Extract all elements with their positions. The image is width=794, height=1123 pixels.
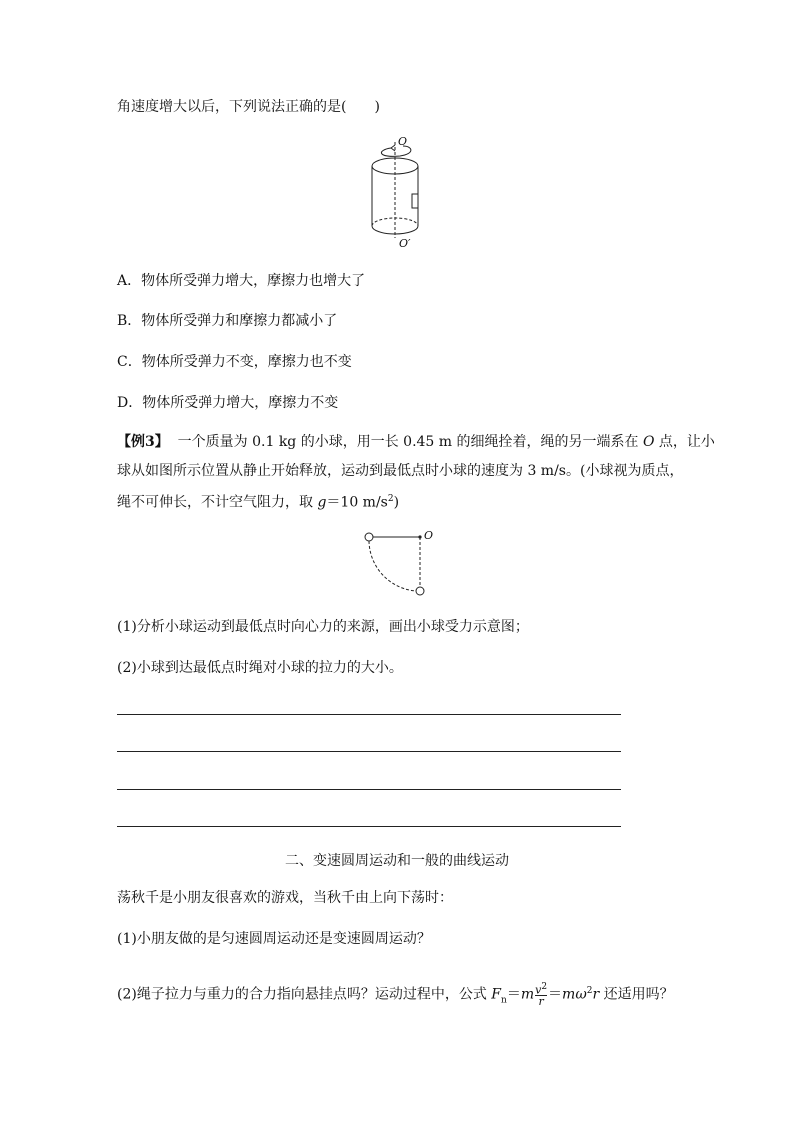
option-letter: D． bbox=[117, 395, 143, 411]
answer-line[interactable] bbox=[117, 751, 621, 752]
swing-arc bbox=[369, 541, 416, 591]
option-b bbox=[117, 311, 337, 331]
option-c bbox=[117, 352, 352, 372]
option-a bbox=[117, 271, 365, 291]
option-text: 物体所受弹力和摩擦力都减小了 bbox=[141, 313, 338, 329]
example3-line3: 绳不可伸长，不计空气阻力，取 g＝10 $m/s^2$) bbox=[117, 494, 400, 511]
option-letter: B． bbox=[117, 313, 142, 329]
option-text: 物体所受弹力增大，摩擦力也增大了 bbox=[141, 273, 366, 289]
pivot-label: O bbox=[424, 529, 434, 542]
formula-fraction: $\frac{v^2}{r}$ bbox=[535, 981, 548, 1009]
example3-line1: 【例3】 一个质量为 0.1 kg 的小球，用一长 0.45 m 的细绳拴着，绳的另一端系在 O 点，让小 bbox=[117, 434, 715, 450]
answer-line[interactable] bbox=[117, 826, 621, 827]
question-2: (2)小球到达最低点时绳对小球的拉力的大小。 bbox=[117, 660, 403, 676]
ball-start bbox=[365, 533, 373, 541]
option-letter: A． bbox=[117, 273, 142, 289]
example-tag: 【例3】 bbox=[117, 434, 169, 450]
option-letter: C． bbox=[117, 354, 142, 370]
object-block bbox=[412, 194, 418, 208]
answer-line[interactable] bbox=[117, 789, 621, 790]
example3-line2: 球从如图所示位置从静止开始释放，运动到最低点时小球的速度为 3 m/s。(小球视为质点， bbox=[117, 463, 684, 479]
swing-question-1: (1)小朋友做的是匀速圆周运动还是变速圆周运动？ bbox=[117, 931, 431, 947]
ball-lowest bbox=[416, 587, 424, 595]
swing-intro: 荡秋千是小朋友很喜欢的游戏，当秋千由上向下荡时： bbox=[117, 890, 453, 906]
cylinder-top bbox=[372, 158, 418, 174]
axis-label-top: O bbox=[398, 135, 408, 148]
pendulum-figure bbox=[360, 527, 440, 599]
option-d bbox=[117, 393, 338, 413]
answer-line[interactable] bbox=[117, 714, 621, 715]
swing-question-2: (2)绳子拉力与重力的合力指向悬挂点吗？运动过程中，公式 $F_n=m$ $\frac{v^2}{r}$ $=m\omega^2r$ 还适用吗？ bbox=[117, 981, 674, 1009]
rotating-cylinder-figure bbox=[355, 134, 435, 250]
question-1: (1)分析小球运动到最低点时向心力的来源，画出小球受力示意图； bbox=[117, 619, 529, 635]
section-title: 二、变速圆周运动和一般的曲线运动 bbox=[285, 853, 509, 869]
option-text: 物体所受弹力不变，摩擦力也不变 bbox=[141, 354, 352, 370]
option-text: 物体所受弹力增大，摩擦力不变 bbox=[142, 395, 339, 411]
question-intro: 角速度增大以后，下列说法正确的是( ) bbox=[117, 99, 380, 115]
axis-label-bottom: O′ bbox=[399, 237, 411, 250]
